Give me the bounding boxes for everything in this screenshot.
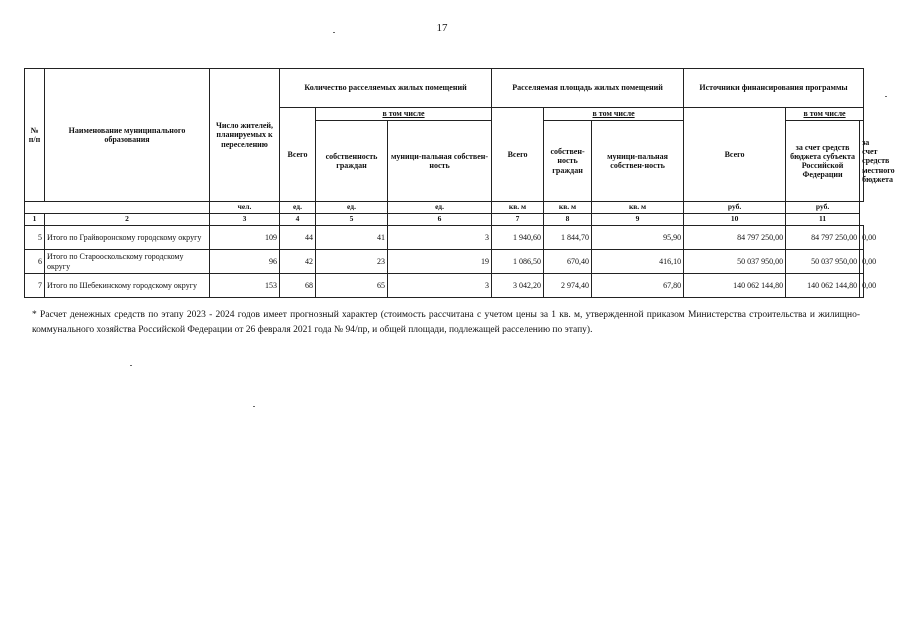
header-fin-local: за счет средств местного бюджета [860,121,864,202]
area-own-cell: 670,40 [544,250,592,274]
row-number: 6 [25,250,45,274]
header-count-incl: в том числе [316,108,492,121]
scan-speck [253,406,255,407]
residents-cell: 96 [210,250,280,274]
unit-cell: кв. м [592,202,684,214]
count-own-cell: 23 [316,250,388,274]
column-number: 10 [684,214,786,226]
unit-cell: кв. м [544,202,592,214]
count-own-cell: 65 [316,274,388,298]
column-number: 7 [492,214,544,226]
fin-local-cell: 0,00 [860,274,864,298]
municipality-name: Итого по Старооскольскому городскому округу [45,250,210,274]
header-group-count: Количество расселяемых жилых помещений [280,69,492,108]
header-area-own: собствен-ность граждан [544,121,592,202]
column-number: 2 [45,214,210,226]
header-count-own: собственность граждан [316,121,388,202]
resettlement-table [24,68,895,298]
count-mun-cell: 3 [388,274,492,298]
area-total-cell: 3 042,20 [492,274,544,298]
count-mun-cell: 19 [388,250,492,274]
header-no: № п/п [25,69,45,202]
residents-cell: 153 [210,274,280,298]
page-number: 17 [436,22,448,34]
footnote: * Расчет денежных средств по этапу 2023 - 2024 годов имеет прогнозный характер (стоимость рассчитана с учетом цены за 1 кв. м, утвержденной приказом Министерства строительства и жилищно-коммунального хозяйства Российской Федерации от 26 февраля 2021 года № 94/пр, и общей площади, подлежащей расселению по этапу). [32,310,860,335]
header-group-finance: Источники финансирования программы [684,69,864,108]
header-area-mun: муници-пальная собствен-ность [592,121,684,202]
column-number: 5 [316,214,388,226]
column-number: 1 [25,214,45,226]
header-group-area: Расселяемая площадь жилых помещений [492,69,684,108]
table-row [25,250,864,274]
fin-total-cell: 140 062 144,80 [684,274,786,298]
fin-subject-cell: 140 062 144,80 [786,274,860,298]
unit-cell: ед. [280,202,316,214]
residents-cell: 109 [210,226,280,250]
unit-cell: ед. [388,202,492,214]
header-fin-total: Всего [684,108,786,202]
municipality-name: Итого по Грайворонскому городскому округу [45,226,210,250]
count-total-cell: 68 [280,274,316,298]
fin-local-cell: 0,00 [860,226,864,250]
header-residents: Число жителей, планируемых к переселению [210,69,280,202]
area-total-cell: 1 940,60 [492,226,544,250]
count-own-cell: 41 [316,226,388,250]
unit-cell-empty [25,202,210,214]
header-count-total: Всего [280,108,316,202]
column-number: 11 [786,214,860,226]
table-row [25,274,864,298]
header-fin-incl: в том числе [786,108,864,121]
scan-speck [885,96,887,97]
units-row [25,202,864,214]
unit-cell: кв. м [492,202,544,214]
header-area-incl: в том числе [544,108,684,121]
fin-subject-cell: 50 037 950,00 [786,250,860,274]
unit-cell: руб. [786,202,860,214]
table-row [25,226,864,250]
column-number: 9 [592,214,684,226]
row-number: 7 [25,274,45,298]
scan-speck [333,32,335,33]
unit-cell: ед. [316,202,388,214]
column-number: 4 [280,214,316,226]
area-own-cell: 1 844,70 [544,226,592,250]
area-mun-cell: 416,10 [592,250,684,274]
fin-total-cell: 84 797 250,00 [684,226,786,250]
area-mun-cell: 67,80 [592,274,684,298]
area-mun-cell: 95,90 [592,226,684,250]
column-numbers-row [25,214,864,226]
fin-subject-cell: 84 797 250,00 [786,226,860,250]
row-number: 5 [25,226,45,250]
column-number: 6 [388,214,492,226]
area-own-cell: 2 974,40 [544,274,592,298]
count-total-cell: 44 [280,226,316,250]
unit-cell: руб. [684,202,786,214]
header-area-total: Всего [492,108,544,202]
column-number: 3 [210,214,280,226]
fin-local-cell: 0,00 [860,250,864,274]
municipality-name: Итого по Шебекинскому городскому округу [45,274,210,298]
column-number: 8 [544,214,592,226]
count-total-cell: 42 [280,250,316,274]
header-fin-subject: за счет средств бюджета субъекта Российской Федерации [786,121,860,202]
area-total-cell: 1 086,50 [492,250,544,274]
unit-cell: чел. [210,202,280,214]
header-count-mun: муници-пальная собствен-ность [388,121,492,202]
fin-total-cell: 50 037 950,00 [684,250,786,274]
header-name: Наименование муниципального образования [45,69,210,202]
count-mun-cell: 3 [388,226,492,250]
scan-speck [130,365,132,366]
